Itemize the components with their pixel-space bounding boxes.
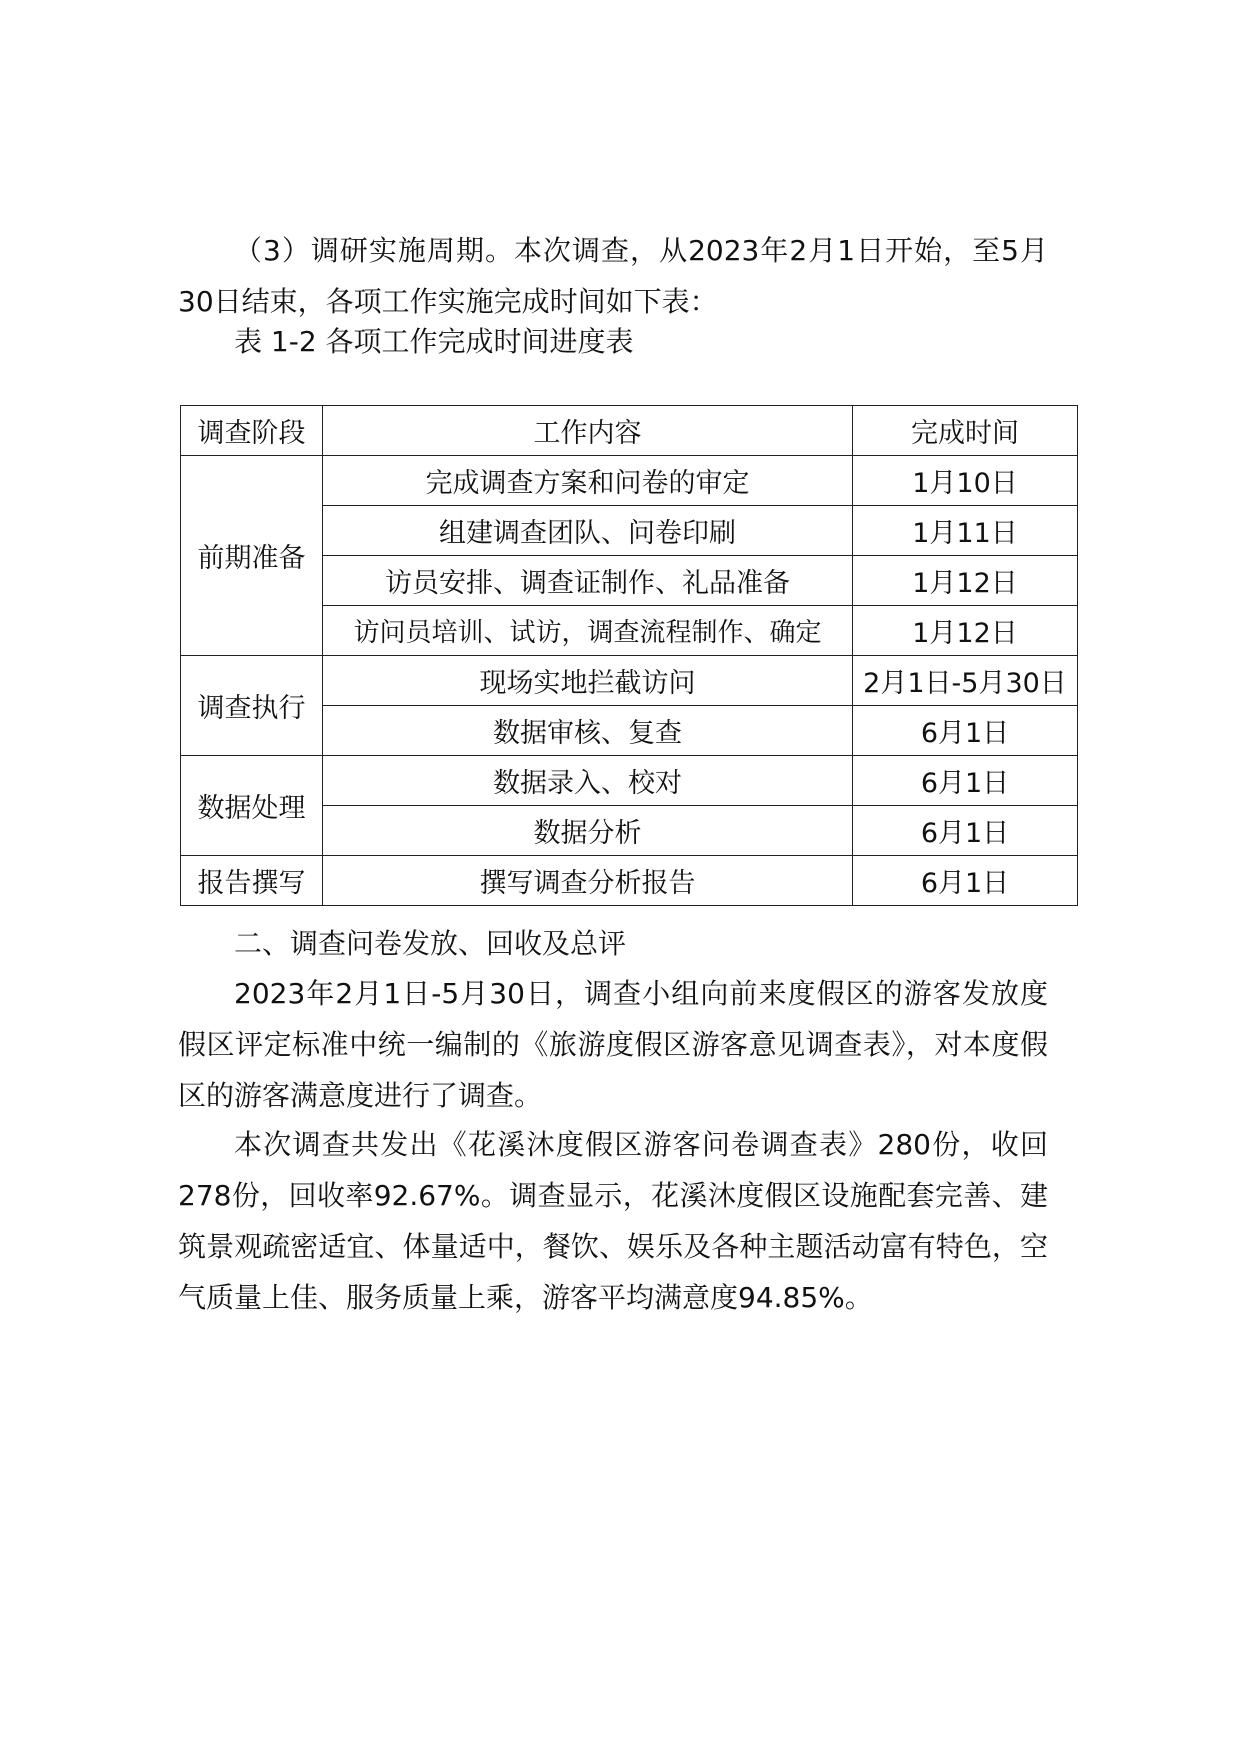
task-cell: 访问员培训、试访，调查流程制作、确定 — [323, 606, 853, 656]
task-cell: 数据分析 — [323, 806, 853, 856]
task-cell: 撰写调查分析报告 — [323, 856, 853, 906]
section-heading: 二、调查问卷发放、回收及总评 — [234, 927, 627, 960]
intro-paragraph: （3）调研实施周期。本次调查，从2023年2月1日开始，至5月30日结束，各项工作实施完成时间如下表： — [178, 234, 1048, 318]
stage-cell: 数据处理 — [181, 756, 323, 856]
header-task: 工作内容 — [323, 406, 853, 456]
table-row — [181, 456, 1078, 506]
table-row — [181, 856, 1078, 906]
time-cell: 6月1日 — [853, 806, 1078, 856]
time-cell: 6月1日 — [853, 756, 1078, 806]
time-cell: 6月1日 — [853, 856, 1078, 906]
task-cell: 数据审核、复查 — [323, 706, 853, 756]
task-cell: 现场实地拦截访问 — [323, 656, 853, 706]
task-cell: 完成调查方案和问卷的审定 — [323, 456, 853, 506]
time-cell: 1月12日 — [853, 606, 1078, 656]
task-cell: 数据录入、校对 — [323, 756, 853, 806]
time-cell: 1月10日 — [853, 456, 1078, 506]
schedule-table — [180, 405, 1078, 906]
section-paragraph-2: 本次调查共发出《花溪沐度假区游客问卷调查表》280份，收回278份，回收率92.67%。调查显示，花溪沐度假区设施配套完善、建筑景观疏密适宜、体量适中，餐饮、娱乐及各种主题活动富有特色，空气质量上佳、服务质量上乘，游客平均满意度94.85%。 — [178, 1128, 1048, 1314]
table-row — [181, 756, 1078, 806]
stage-cell: 报告撰写 — [181, 856, 323, 906]
stage-cell: 前期准备 — [181, 456, 323, 656]
table-row — [181, 656, 1078, 706]
header-time: 完成时间 — [853, 406, 1078, 456]
section-paragraph-1: 2023年2月1日-5月30日，调查小组向前来度假区的游客发放度假区评定标准中统一编制的《旅游度假区游客意见调查表》，对本度假区的游客满意度进行了调查。 — [178, 977, 1048, 1112]
stage-cell: 调查执行 — [181, 656, 323, 756]
task-cell: 访员安排、调查证制作、礼品准备 — [323, 556, 853, 606]
time-cell: 1月12日 — [853, 556, 1078, 606]
task-cell: 组建调查团队、问卷印刷 — [323, 506, 853, 556]
table-header-row — [181, 406, 1078, 456]
table-caption: 表 1-2 各项工作完成时间进度表 — [234, 325, 634, 358]
time-cell: 6月1日 — [853, 706, 1078, 756]
time-cell: 1月11日 — [853, 506, 1078, 556]
time-cell: 2月1日-5月30日 — [853, 656, 1078, 706]
header-stage: 调查阶段 — [181, 406, 323, 456]
